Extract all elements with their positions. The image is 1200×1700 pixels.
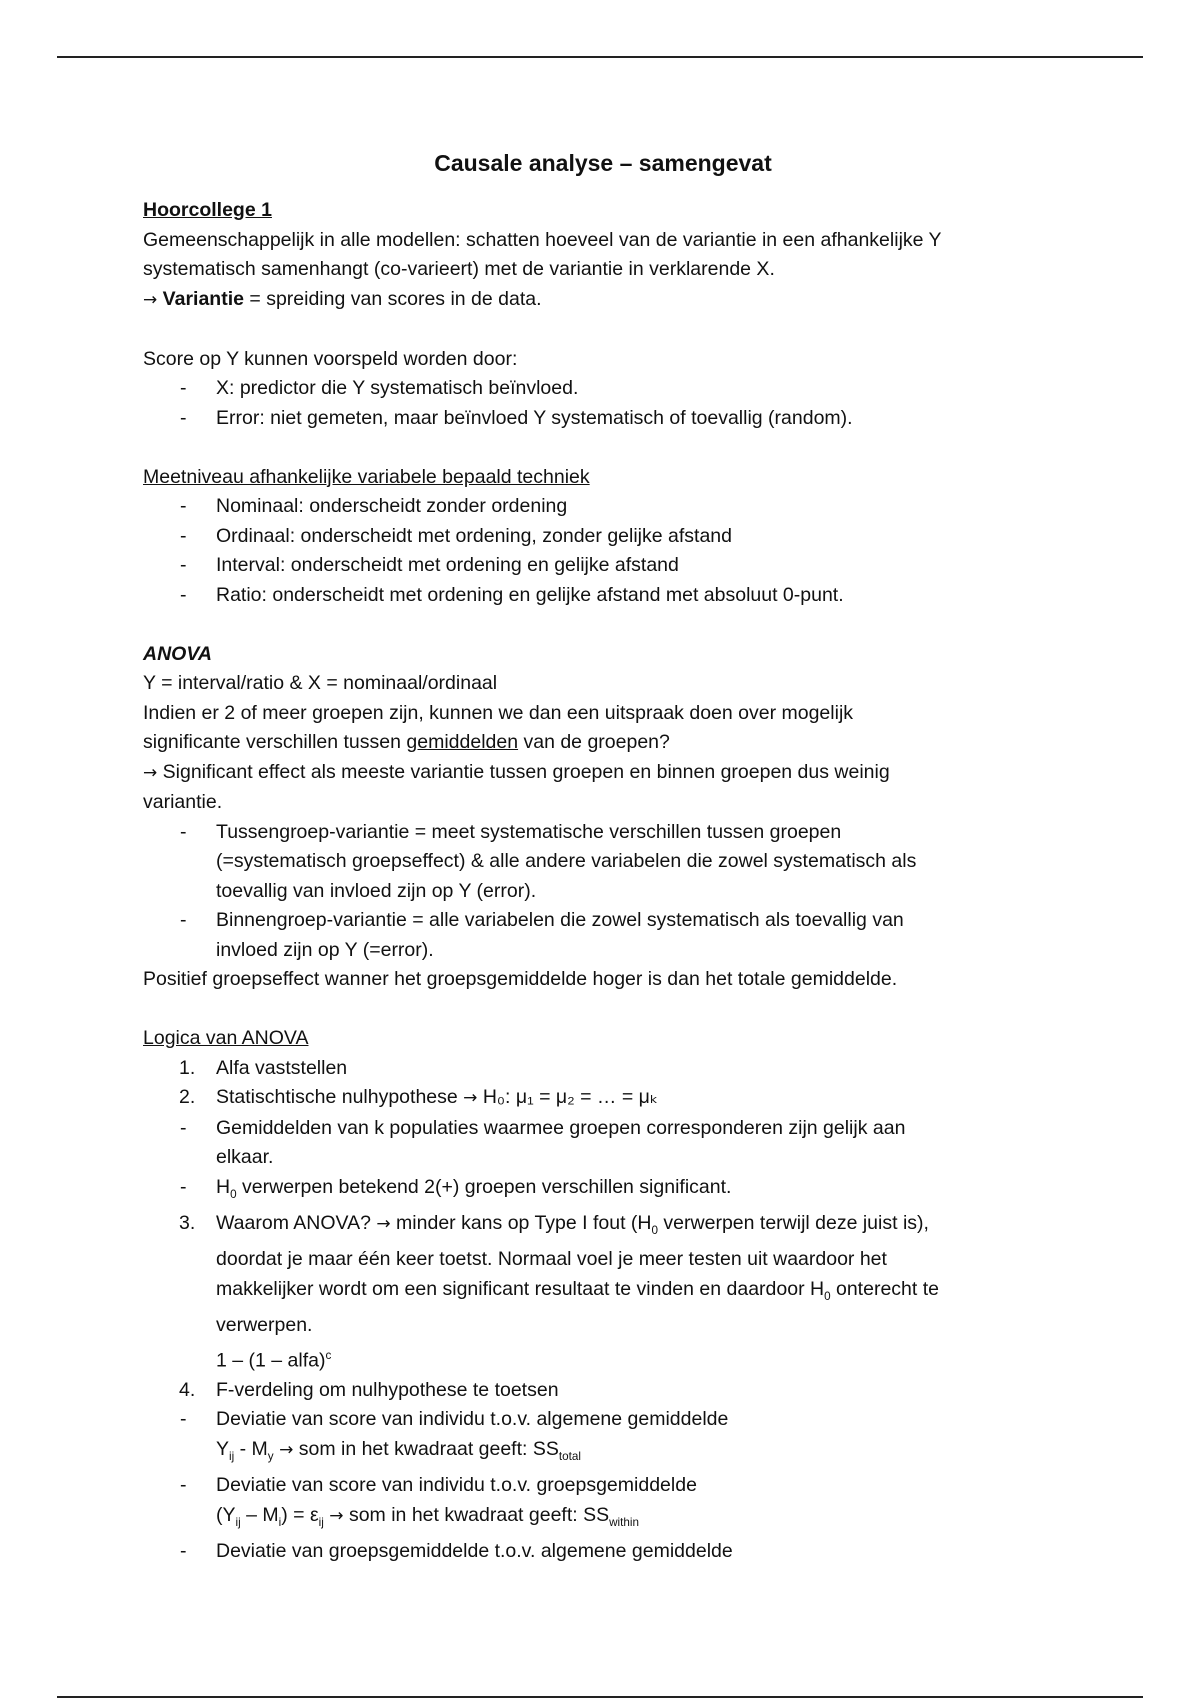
list-item: - $H_0$ verwerpen betekend 2(+) groepen verschillen significant. [143,1173,1063,1209]
bullet-dash: - [180,1408,187,1431]
bullet-dash: - [180,1474,187,1497]
list-item-continuation: verwerpen. [216,1314,313,1337]
variantie-definition [143,285,1063,316]
list-item: - Tussengroep-variantie = meet systematische verschillen tussen groepen [143,818,1063,848]
bullet-dash: - [180,583,187,606]
top-rule [57,56,1143,58]
bullet-dash: - [180,1116,187,1139]
bullet-dash: - [180,554,187,576]
list-item: - Deviatie van score van individu t.o.v. groepsgemiddelde [143,1471,1063,1501]
ss-total-formula: $Y_{ij} - M_y$ → som in het kwadraat geeft: $SS_{total}$ [216,1437,581,1463]
spacer [143,995,1063,1025]
heading-logica: Logica van ANOVA [143,1027,309,1049]
numbered-item: 3. Waarom ANOVA? → minder kans op Type I fout ($H_0$ verwerpen terwijl deze juist is), [179,1211,929,1237]
numbered-item: 1. Alfa vaststellen [179,1056,348,1079]
paragraph-line: → Significant effect als meeste variantie tussen groepen en binnen groepen dus weinig [143,760,890,783]
list-item-continuation: makkelijker wordt om een significant resultaat te vinden en daardoor $H_0$ onterecht te [216,1277,939,1303]
arrow-icon: → [279,1439,294,1460]
list-item-continuation: (=systematisch groepseffect) & alle andere variabelen die zowel systematisch als [216,850,917,872]
heading-hoorcollege: Hoorcollege 1 [143,199,272,221]
list-item-continuation: invloed zijn op Y (=error). [216,938,434,961]
list-item: - Interval: onderscheidt met ordening en gelijke afstand [143,551,1063,581]
bullet-dash: - [180,820,187,843]
list-item: - Deviatie van score van individu t.o.v. algemene gemiddelde [143,1405,1063,1435]
paragraph-line: significante verschillen tussen gemiddelden van de groepen? [143,731,670,753]
paragraph-line: Gemeenschappelijk in alle modellen: schatten hoeveel van de variantie in een afhankelijke Y [143,228,942,251]
bottom-rule [57,1696,1143,1698]
list-item-continuation: elkaar. [216,1146,274,1168]
list-item-continuation: toevallig van invloed zijn op Y (error). [216,879,537,902]
variantie-term: Variantie [162,287,244,310]
heading-anova: ANOVA [143,642,212,665]
list-item: - Nominaal: onderscheidt zonder ordening [143,492,1063,522]
arrow-icon: → [463,1088,478,1108]
paragraph-line: Indien er 2 of meer groepen zijn, kunnen we dan een uitspraak doen over mogelijk [143,701,854,724]
list-item: - Ratio: onderscheidt met ordening en gelijke afstand met absoluut 0-punt. [143,581,1063,611]
bullet-dash: - [180,1539,187,1562]
list-item-continuation: doordat je maar één keer toetst. Normaal voel je meer testen uit waardoor het [216,1248,887,1271]
arrow-icon: → [376,1213,391,1234]
list-item: - X: predictor die Y systematisch beïnvloed. [143,374,1063,404]
bullet-dash: - [180,495,187,517]
list-item: - Error: niet gemeten, maar beïnvloed Y systematisch of toevallig (random). [143,404,1063,434]
paragraph-line: variantie. [143,791,223,813]
familywise-formula: 1 – (1 – alfa)$^c$ [216,1348,332,1372]
spacer [143,315,1063,345]
numbered-item: 2. Statischtische nulhypothese → H₀: μ₁ = μ₂ = … = μₖ [179,1086,659,1108]
arrow-icon: → [329,1505,344,1526]
numbered-item: 4. F-verdeling om nulhypothese te toetsen [179,1378,559,1401]
spacer [143,610,1063,640]
bullet-dash: - [180,524,187,547]
underlined-gemiddelden: gemiddelden [406,731,519,753]
heading-meetniveau: Meetniveau afhankelijke variabele bepaald techniek [143,465,590,488]
score-intro: Score op Y kunnen voorspeld worden door: [143,347,518,370]
ss-within-formula: $(Y_{ij} - M_i) = \varepsilon_{ij}$ → som in het kwadraat geeft: $SS_{within}$ [216,1503,639,1529]
bullet-dash: - [180,1175,187,1198]
bullet-dash: - [180,909,187,931]
paragraph-line: systematisch samenhangt (co-varieert) met de variantie in verklarende X. [143,258,775,280]
list-item: - Gemiddelden van k populaties waarmee groepen corresponderen zijn gelijk aan [143,1114,1063,1144]
list-item: - Ordinaal: onderscheidt met ordening, zonder gelijke afstand [143,522,1063,552]
paragraph-line: Positief groepseffect wanner het groepsgemiddelde hoger is dan het totale gemiddelde. [143,968,898,990]
arrow-icon: → [143,289,158,310]
bullet-dash: - [180,377,187,399]
list-item: - Deviatie van groepsgemiddelde t.o.v. algemene gemiddelde [143,1537,1063,1567]
variantie-def: = spreiding van scores in de data. [243,287,542,310]
list-item: - Binnengroep-variantie = alle variabelen die zowel systematisch als toevallig van [143,906,1063,936]
document-body [143,148,1063,1566]
bullet-dash: - [180,406,187,429]
arrow-icon: → [143,762,158,783]
paragraph-line: Y = interval/ratio & X = nominaal/ordinaal [143,672,498,694]
spacer [143,433,1063,463]
document-title: Causale analyse – samengevat [434,150,772,176]
null-hypothesis-formula: H₀: μ₁ = μ₂ = … = μₖ [477,1086,659,1108]
